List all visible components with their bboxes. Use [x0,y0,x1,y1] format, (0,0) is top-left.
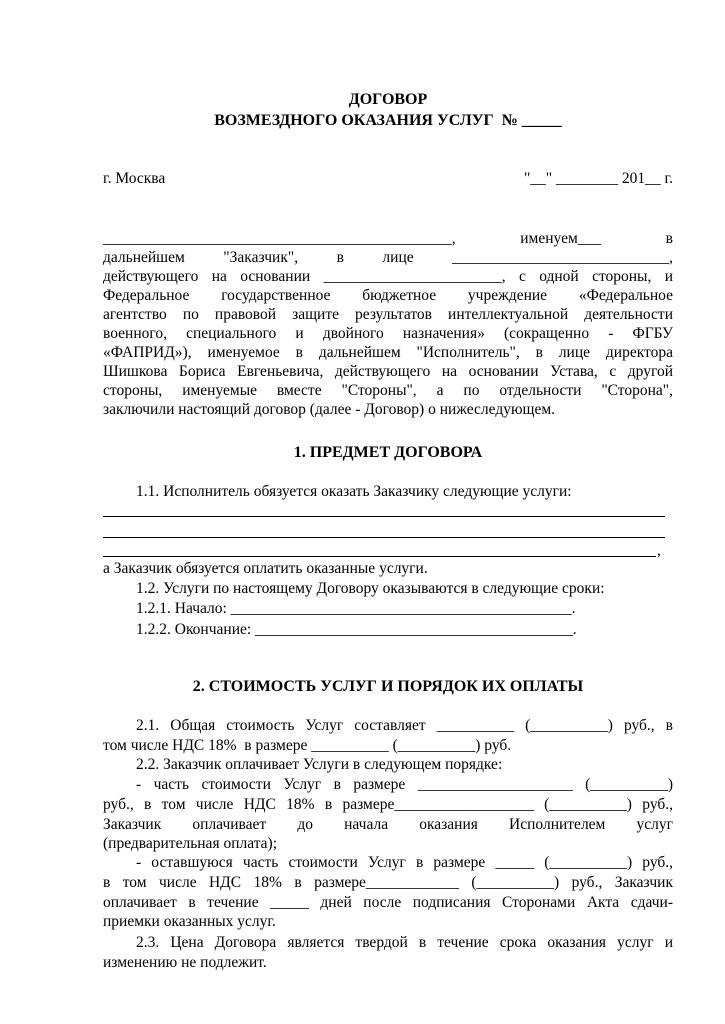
clause-2-line: руб., в том числе НДС 18% в размере__________________ (__________) руб., [103,796,673,813]
clause-2-line: Заказчик оплачивает до начала оказания Исполнителем услуг [103,816,673,833]
blank-line [103,556,656,557]
clause-1-2-1: 1.2.1. Начало: ____________________________________________. [136,600,576,617]
intro-line: заключили настоящий договор (далее - Договор) о нижеследующем. [103,401,556,418]
blank-line [103,516,665,517]
section-1-heading: 1. ПРЕДМЕТ ДОГОВОРА [293,444,483,461]
clause-2-line: приемки оказанных услуг. [103,913,276,930]
clause-2-line: - оставшуюся часть стоимости Услуг в размере _____ (__________) руб., [136,854,673,871]
intro-line: действующего на основании _______________________, с одной стороны, и [103,268,673,285]
clause-2-line: 2.1. Общая стоимость Услуг составляет __________ (__________) руб., в [136,717,673,734]
document-title: ДОГОВОР [348,91,428,108]
intro-line: Шишкова Бориса Евгеньевича, действующего на основании Устава, с другой [103,363,673,380]
clause-2-line: оплачивает в течение _____ дней после подписания Сторонами Акта сдачи- [103,894,673,911]
intro-line: Федеральное государственное бюджетное учреждение «Федеральное [103,287,673,304]
clause-2-line: (предварительная оплата); [103,835,278,852]
clause-1-1-end: а Заказчик обязуется оплатить оказанные услуги. [103,560,428,577]
intro-line: дальнейшем "Заказчик", в лице ____________________________, [103,249,673,266]
intro-line: агентство по правовой защите результатов интеллектуальной деятельности [103,306,673,323]
intro-line: стороны, именуемые вместе "Стороны", а по отдельности "Сторона", [103,382,673,399]
intro-line: _____________________________________________, именуем___ в [103,230,673,247]
clause-1-2-2: 1.2.2. Окончание: _________________________________________. [136,621,577,638]
clause-2-line: изменению не подлежит. [103,954,267,971]
blank-line [103,537,665,538]
clause-2-line: том числе НДС 18% в размере __________ (__________) руб. [103,737,512,754]
clause-2-line: в том числе НДС 18% в размере____________ (__________) руб., Заказчик [103,874,673,891]
clause-1-1: 1.1. Исполнитель обязуется оказать Заказчику следующие услуги: [136,483,572,500]
clause-2-line: 2.2. Заказчик оплачивает Услуги в следующем порядке: [136,756,503,773]
section-2-heading: 2. СТОИМОСТЬ УСЛУГ И ПОРЯДОК ИХ ОПЛАТЫ [192,678,584,695]
clause-1-2: 1.2. Услуги по настоящему Договору оказываются в следующие сроки: [136,580,605,597]
date: "__" ________ 201__ г. [523,170,673,187]
clause-2-line: 2.3. Цена Договора является твердой в течение срока оказания услуг и [136,934,673,951]
intro-line: военного, специального и двойного назначения» (сокращенно - ФГБУ [103,325,673,342]
city: г. Москва [103,170,166,187]
document-subtitle: ВОЗМЕЗДНОГО ОКАЗАНИЯ УСЛУГ № _____ [214,112,562,129]
intro-line: «ФАПРИД»), именуемое в дальнейшем "Исполнитель", в лице директора [103,344,673,361]
blank-line-comma: , [657,542,661,559]
clause-2-line: - часть стоимости Услуг в размере ____________________ (__________) [136,776,673,793]
